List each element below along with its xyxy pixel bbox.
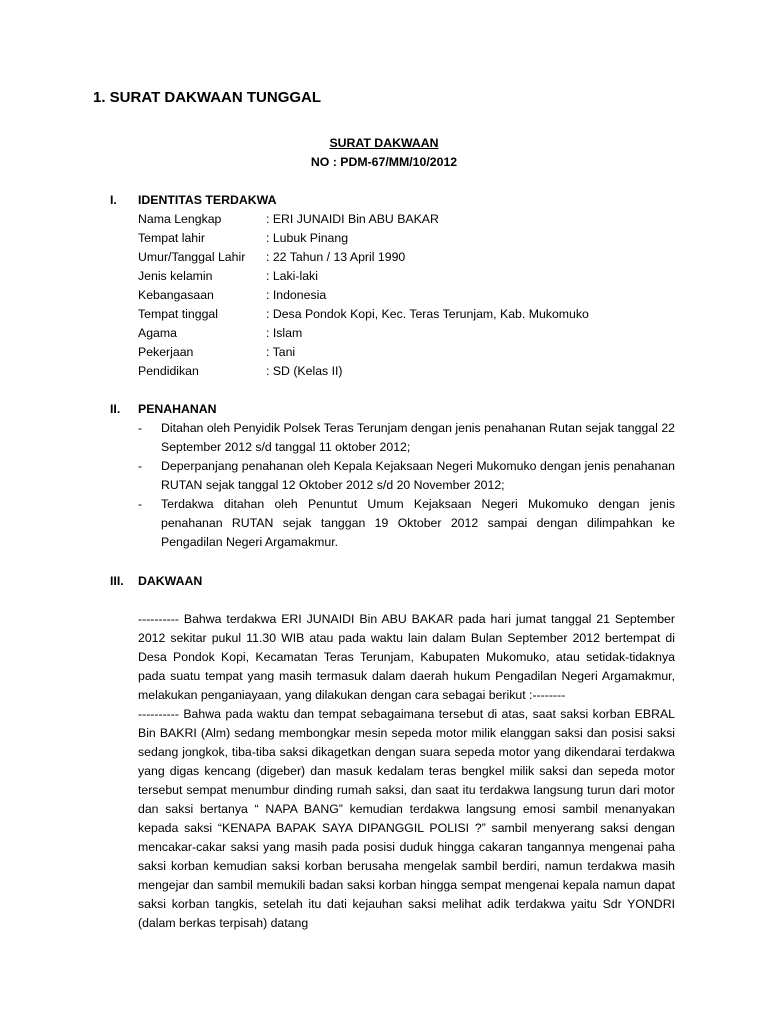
- section-detention-heading: [110, 400, 217, 419]
- identity-label: Pendidikan: [138, 364, 199, 378]
- list-item: [138, 495, 675, 552]
- identity-row: [138, 286, 589, 305]
- indictment-number: NO : PDM-67/MM/10/2012: [310, 155, 458, 169]
- identity-row: [138, 210, 589, 229]
- identity-value: : SD (Kelas II): [266, 364, 343, 378]
- indictment-paragraph: ---------- Bahwa pada waktu dan tempat sebagaimana tersebut di atas, saat saksi korban EBRAL Bin BAKRI (Alm) sedang membongkar mesin sepeda motor milik elanggan saksi dan posisi saksi sedang jongkok, tiba-tiba saksi dikagetkan dengan suara sepeda motor yang dikendarai terdakwa yang digas kencang (digeber) dan masuk kedalam teras bengkel milik saksi dan sepeda motor tersebut sempat menumbur dinding rumah saksi, dan saat itu terdakwa langsung turun dari motor dan saksi bertanya “ NAPA BANG” kemudian terdakwa langsung emosi sambil menanyakan kepada saksi “KENAPA BAPAK SAYA DIPANGGIL POLISI ?” sambil menyerang saksi dengan mencakar-cakar saksi yang masih pada posisi duduk hingga cakaran tangannya mengenai paha saksi korban kemudian saksi korban berusaha mengelak sambil berdiri, namun terdakwa masih mengejar dan sambil memukili badan saksi korban hingga sempat mengenai kepala namun dapat saksi korban tangkis, setelah itu dati kejauhan saksi melihat adik terdakwa yaitu Sdr YONDRI (dalam berkas terpisah) datang: [138, 707, 675, 930]
- section-title: PENAHANAN: [138, 402, 217, 416]
- identity-label: Tempat tinggal: [138, 307, 218, 321]
- bullet-dash: -: [138, 459, 143, 473]
- indictment-title: SURAT DAKWAAN: [329, 136, 439, 150]
- bullet-dash: -: [138, 421, 143, 435]
- identity-row: [138, 343, 589, 362]
- identity-label: Tempat lahir: [138, 231, 205, 245]
- identity-value: : Islam: [266, 326, 303, 340]
- list-item-text: Ditahan oleh Penyidik Polsek Teras Terunjam dengan jenis penahanan Rutan sejak tanggal 22 September 2012 s/d tanggal 11 oktober 2012;: [161, 421, 675, 454]
- identity-label: Jenis kelamin: [138, 269, 213, 283]
- identity-value: : Desa Pondok Kopi, Kec. Teras Terunjam, Kab. Mukomuko: [266, 307, 589, 321]
- list-item: [138, 419, 675, 457]
- indictment-body: [138, 610, 675, 933]
- identity-row: [138, 362, 589, 381]
- identity-row: [138, 229, 589, 248]
- identity-label: Agama: [138, 326, 177, 340]
- identity-value: : 22 Tahun / 13 April 1990: [266, 250, 406, 264]
- identity-row: [138, 305, 589, 324]
- identity-row: [138, 267, 589, 286]
- bullet-dash: -: [138, 497, 143, 511]
- identity-value: : Tani: [266, 345, 296, 359]
- section-number: III.: [110, 574, 124, 588]
- section-title: IDENTITAS TERDAKWA: [138, 193, 277, 207]
- section-identity-heading: [110, 191, 276, 210]
- section-number: I.: [110, 193, 117, 207]
- document-heading: 1. SURAT DAKWAAN TUNGGAL: [93, 89, 322, 106]
- detention-list: [138, 419, 675, 552]
- identity-label: Kebangasaan: [138, 288, 214, 302]
- section-indictment-heading: [110, 572, 202, 591]
- list-item-text: Terdakwa ditahan oleh Penuntut Umum Kejaksaan Negeri Mukomuko dengan jenis penahanan RUTAN sejak tanggan 19 Oktober 2012 sampai dengan dilimpahkan ke Pengadilan Negeri Argamakmur.: [161, 497, 675, 549]
- indictment-paragraph: ---------- Bahwa terdakwa ERI JUNAIDI Bin ABU BAKAR pada hari jumat tanggal 21 September 2012 sekitar pukul 11.30 WIB atau pada waktu lain dalam Bulan September 2012 bertempat di Desa Pondok Kopi, Kecamatan Teras Terunjam, Kabupaten Mukomuko, atau setidak-tidaknya pada suatu tempat yang masih termasuk dalam daerah hukum Pengadilan Negeri Argamakmur, melakukan penganiayaan, yang dilakukan dengan cara sebagai berikut :--------: [138, 612, 675, 702]
- identity-value: : Lubuk Pinang: [266, 231, 349, 245]
- list-item-text: Deperpanjang penahanan oleh Kepala Kejaksaan Negeri Mukomuko dengan jenis penahanan RUTAN sejak tanggal 12 Oktober 2012 s/d 20 November 2012;: [161, 459, 675, 492]
- identity-value: : ERI JUNAIDI Bin ABU BAKAR: [266, 212, 439, 226]
- section-number: II.: [110, 402, 121, 416]
- identity-value: : Indonesia: [266, 288, 327, 302]
- section-title: DAKWAAN: [138, 574, 203, 588]
- identity-label: Umur/Tanggal Lahir: [138, 250, 246, 264]
- identity-value: : Laki-laki: [266, 269, 318, 283]
- identity-row: [138, 324, 589, 343]
- identity-row: [138, 248, 589, 267]
- identity-label: Nama Lengkap: [138, 212, 222, 226]
- list-item: [138, 457, 675, 495]
- identity-table: [138, 210, 589, 381]
- identity-label: Pekerjaan: [138, 345, 194, 359]
